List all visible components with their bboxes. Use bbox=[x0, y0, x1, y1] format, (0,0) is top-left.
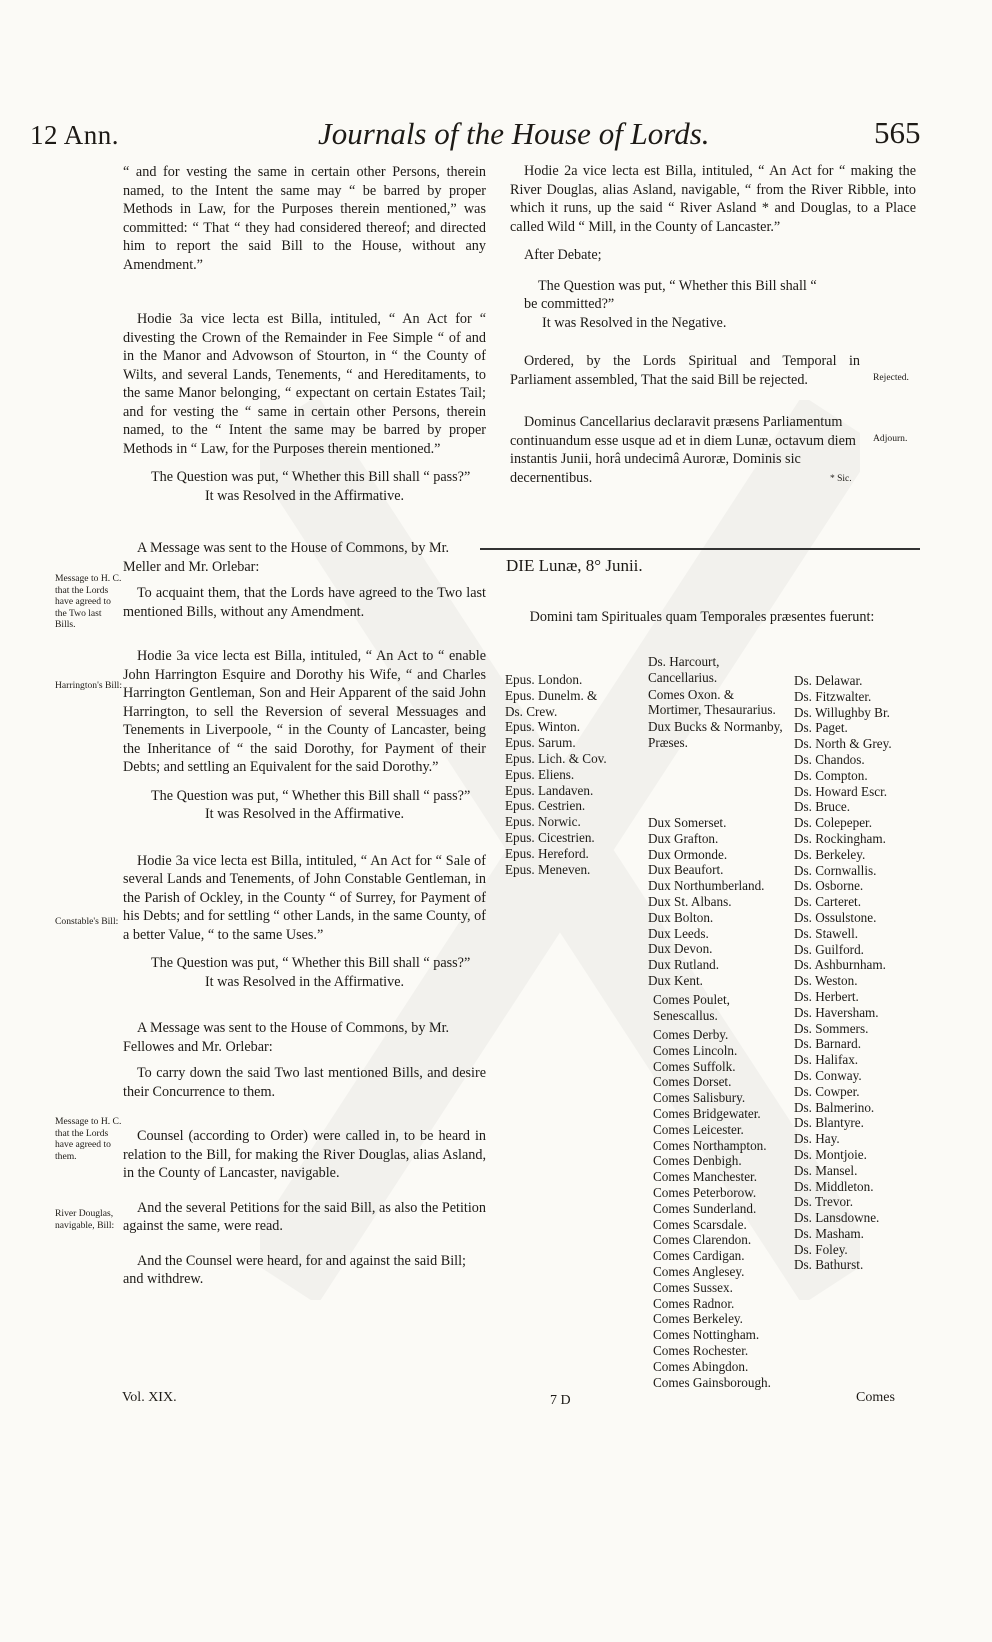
roll-entry-baron: Ds. Willughby Br. bbox=[794, 704, 890, 720]
roll-entry-baron: Ds. Guilford. bbox=[794, 941, 864, 957]
roll-entry-earl: Comes Dorset. bbox=[653, 1074, 732, 1090]
roll-entry-earl: Comes Northampton. bbox=[653, 1137, 767, 1153]
volume-mark: Vol. XIX. bbox=[122, 1390, 177, 1405]
margin-note: Message to H. C. that the Lords have agreed to the Two last Bills. bbox=[55, 573, 122, 630]
resolution: It was Resolved in the Negative. bbox=[542, 314, 727, 331]
steward: Comes Poulet, Senescallus. bbox=[653, 992, 730, 1023]
paragraph: “ and for vesting the same in certain other Persons, therein named, to the Intent the same may “ be barred by proper Methods in Law, for the Purposes therein mentioned,” was committed: “ That “ they had considered thereof; and directed him to report the said Bill to the House, without any Amendment.” bbox=[123, 164, 486, 273]
roll-entry-baron: Ds. Osborne. bbox=[794, 878, 864, 894]
roll-entry-earl: Comes Nottingham. bbox=[653, 1327, 760, 1343]
roll-entry-earl: Comes Radnor. bbox=[653, 1295, 735, 1311]
roll-entry-duke: Dux Devon. bbox=[648, 941, 713, 957]
roll-entry-baron: Ds. Montjoie. bbox=[794, 1146, 867, 1162]
regnal-year: 12 Ann. bbox=[30, 120, 120, 150]
roll-entry-baron: Ds. Foley. bbox=[794, 1241, 848, 1257]
roll-entry-duke: Dux Leeds. bbox=[648, 925, 709, 941]
roll-entry-earl: Comes Sussex. bbox=[653, 1279, 733, 1295]
roll-entry-earl: Comes Bridgewater. bbox=[653, 1105, 761, 1121]
roll-entry-duke: Dux Somerset. bbox=[648, 815, 727, 830]
question: The Question was put, “ Whether this Bill shall “ be committed?” bbox=[524, 277, 817, 312]
roll-entry-earl: Comes Gainsborough. bbox=[653, 1374, 771, 1390]
roll-entry-baron: Ds. Ossulstone. bbox=[794, 909, 877, 925]
roll-entry-earl: Comes Cardigan. bbox=[653, 1248, 745, 1264]
margin-note: Adjourn. bbox=[873, 433, 908, 444]
roll-entry-baron: Ds. Cowper. bbox=[794, 1083, 860, 1099]
roll-entry-baron: Ds. Weston. bbox=[794, 973, 858, 989]
signature-mark: 7 D bbox=[550, 1393, 571, 1408]
roll-entry-earl: Comes Rochester. bbox=[653, 1342, 749, 1358]
question: The Question was put, “ Whether this Bill shall “ pass?” bbox=[151, 787, 471, 804]
roll-entry-duke: Dux Grafton. bbox=[648, 830, 719, 846]
roll-entry-duke: Dux Northumberland. bbox=[648, 878, 765, 894]
roll-entry-baron: Ds. Stawell. bbox=[794, 925, 859, 941]
roll-entry-duke: Dux Beaufort. bbox=[648, 862, 724, 878]
roll-entry-duke: Dux Bolton. bbox=[648, 909, 714, 925]
roll-entry-baron: Ds. Trevor. bbox=[794, 1194, 853, 1210]
roll-entry-baron: Ds. Haversham. bbox=[794, 1004, 879, 1020]
roll-entry-bishop: Epus. Winton. bbox=[505, 719, 581, 735]
roll-entry-baron: Ds. Bathurst. bbox=[794, 1257, 864, 1273]
barons-list bbox=[794, 673, 892, 1273]
paragraph: A Message was sent to the House of Commons, by Mr. Fellowes and Mr. Orlebar: bbox=[123, 1020, 450, 1055]
paragraph: Hodie 3a vice lecta est Billa, intituled, “ An Act for “ divesting the Crown of the Remainder in Fee Simple “ of and in the Manor and Advowson of Stourton, in “ the County of Wilts, and several Lands, Tenements, “ and Hereditaments, to the same Manor belonging, “ expectant on certain Estates Tail; and for vesting the “ same in certain other Persons, therein named, to the “ Intent the same may be barred by proper Methods in “ Law, for the Purposes therein mentioned.” bbox=[123, 311, 486, 457]
present-heading: Domini tam Spirituales quam Temporales præsentes fuerunt: bbox=[529, 609, 875, 625]
question: The Question was put, “ Whether this Bill shall “ pass?” bbox=[151, 469, 471, 485]
roll-entry-baron: Ds. North & Grey. bbox=[794, 736, 892, 752]
roll-entry-earl: Comes Denbigh. bbox=[653, 1153, 742, 1169]
roll-entry-baron: Ds. Fitzwalter. bbox=[794, 688, 872, 704]
roll-entry-earl: Comes Manchester. bbox=[653, 1169, 758, 1185]
roll-entry-earl: Comes Clarendon. bbox=[653, 1232, 752, 1248]
roll-entry-duke: Dux St. Albans. bbox=[648, 893, 732, 909]
roll-entry-baron: Ds. Berkeley. bbox=[794, 846, 866, 862]
roll-entry-baron: Ds. Masham. bbox=[794, 1225, 864, 1241]
roll-entry-baron: Ds. Ashburnham. bbox=[794, 957, 886, 973]
paragraph: And the several Petitions for the said Bill, as also the Petition against the same, were read. bbox=[123, 1199, 486, 1234]
roll-entry-earl: Comes Scarsdale. bbox=[653, 1216, 747, 1232]
roll-entry-baron: Ds. Bruce. bbox=[794, 799, 851, 815]
bishops-list bbox=[505, 672, 607, 877]
roll-entry-earl: Comes Berkeley. bbox=[653, 1311, 743, 1327]
roll-entry-officer: Comes Oxon. & Mortimer, Thesaurarius. bbox=[648, 686, 776, 718]
roll-entry-earl: Comes Suffolk. bbox=[653, 1058, 736, 1074]
roll-entry-baron: Ds. Colepeper. bbox=[794, 815, 873, 831]
catchword: Comes bbox=[856, 1390, 895, 1405]
paragraph: To carry down the said Two last mentioned Bills, and desire their Concurrence to them. bbox=[123, 1065, 486, 1100]
roll-entry-duke: Dux Ormonde. bbox=[648, 846, 728, 862]
roll-entry-bishop: Ds. Crew. bbox=[505, 703, 558, 719]
roll-entry-earl: Comes Derby. bbox=[653, 1027, 729, 1042]
roll-entry-baron: Ds. Carteret. bbox=[794, 894, 862, 910]
roll-entry-earl: Comes Sunderland. bbox=[653, 1200, 757, 1216]
left-column bbox=[123, 163, 486, 1289]
paragraph: After Debate; bbox=[524, 247, 602, 263]
roll-entry-earl: Comes Leicester. bbox=[653, 1121, 744, 1137]
roll-entry-earl: Comes Anglesey. bbox=[653, 1263, 745, 1279]
resolution: It was Resolved in the Affirmative. bbox=[204, 973, 405, 990]
roll-entry-bishop: Epus. Eliens. bbox=[505, 766, 575, 782]
roll-entry-baron: Ds. Middleton. bbox=[794, 1178, 874, 1194]
roll-entry-bishop: Epus. Lich. & Cov. bbox=[505, 750, 607, 766]
margin-note: Rejected. bbox=[873, 372, 909, 383]
roll-entry-baron: Ds. Barnard. bbox=[794, 1036, 862, 1052]
paragraph: To acquaint them, that the Lords have agreed to the Two last mentioned Bills, without any Amendment. bbox=[123, 585, 486, 620]
margin-note: Harrington's Bill: bbox=[55, 680, 123, 691]
resolution: It was Resolved in the Affirmative. bbox=[204, 487, 405, 504]
paragraph: Ordered, by the Lords Spiritual and Temporal in Parliament assembled, That the said Bill be rejected. bbox=[510, 353, 860, 388]
roll-entry-baron: Ds. Cornwallis. bbox=[794, 862, 877, 878]
roll-entry-baron: Ds. Hay. bbox=[794, 1131, 840, 1147]
roll-entry-baron: Ds. Rockingham. bbox=[794, 830, 886, 846]
roll-entry-bishop: Epus. Hereford. bbox=[505, 845, 589, 861]
margin-note: River Douglas, navigable, Bill: bbox=[55, 1208, 115, 1231]
roll-entry-officer: Dux Bucks & Normanby, Præses. bbox=[648, 719, 783, 750]
margin-note: Message to H. C. that the Lords have agreed to them. bbox=[55, 1116, 122, 1162]
roll-entry-earl: Comes Salisbury. bbox=[653, 1090, 746, 1106]
paragraph: Dominus Cancellarius declaravit præsens Parliamentum continuandum esse usque ad et in diem Lunæ, octavum diem instantis Junii, horâ undecimâ Auroræ, Dominis sic decernentibus. bbox=[510, 414, 856, 486]
roll-entry-baron: Ds. Sommers. bbox=[794, 1020, 869, 1036]
paragraph: And the Counsel were heard, for and against the said Bill; and withdrew. bbox=[123, 1252, 466, 1287]
roll-entry-baron: Ds. Halifax. bbox=[794, 1052, 859, 1068]
roll-entry-baron: Ds. Conway. bbox=[794, 1067, 862, 1083]
roll-entry-bishop: Epus. Landaven. bbox=[505, 782, 594, 798]
roll-entry-duke: Dux Rutland. bbox=[648, 957, 720, 973]
right-column bbox=[510, 162, 916, 487]
roll-entry-baron: Ds. Chandos. bbox=[794, 751, 865, 767]
roll-entry-bishop: Epus. Norwic. bbox=[505, 814, 581, 830]
roll-entry-baron: Ds. Lansdowne. bbox=[794, 1210, 880, 1226]
roll-entry-bishop: Epus. Meneven. bbox=[505, 861, 591, 877]
roll-entry-officer: Ds. Harcourt, Cancellarius. bbox=[648, 654, 720, 685]
paragraph: A Message was sent to the House of Commons, by Mr. Meller and Mr. Orlebar: bbox=[123, 540, 450, 575]
officers-list bbox=[648, 654, 788, 752]
roll-entry-bishop: Epus. Cicestrien. bbox=[505, 829, 595, 845]
roll-entry-bishop: Epus. Cestrien. bbox=[505, 798, 586, 814]
roll-entry-baron: Ds. Balmerino. bbox=[794, 1099, 875, 1115]
question: The Question was put, “ Whether this Bill shall “ pass?” bbox=[151, 955, 471, 971]
roll-entry-baron: Ds. Paget. bbox=[794, 720, 848, 736]
roll-entry-earl: Comes Abingdon. bbox=[653, 1358, 749, 1374]
roll-entry-bishop: Epus. Sarum. bbox=[505, 735, 576, 751]
roll-entry-earl: Comes Peterborow. bbox=[653, 1184, 757, 1200]
roll-entry-baron: Ds. Herbert. bbox=[794, 988, 859, 1004]
dukes-list bbox=[648, 815, 764, 989]
roll-entry-bishop: Epus. London. bbox=[505, 672, 583, 687]
roll-entry-baron: Ds. Delawar. bbox=[794, 673, 863, 688]
roll-entry-baron: Ds. Compton. bbox=[794, 767, 868, 783]
roll-entry-earl: Comes Lincoln. bbox=[653, 1042, 738, 1058]
resolution: It was Resolved in the Affirmative. bbox=[204, 806, 405, 822]
day-heading: DIE Lunæ, 8° Junii. bbox=[506, 556, 643, 575]
paragraph: Hodie 3a vice lecta est Billa, intituled, “ An Act for “ Sale of several Lands and Tenements, of John Constable Gentleman, in the Parish of Ockley, in the County “ of Surrey, for Payment of his Debts; and for settling “ other Lands, in the same County, of a better Value, “ to the same Uses.” bbox=[123, 852, 486, 943]
section-rule bbox=[480, 548, 920, 550]
paragraph: Hodie 3a vice lecta est Billa, intituled, “ An Act to “ enable John Harrington Esquire and Dorothy his Wife, “ and Charles Harrington Gentleman, Son and Heir Apparent of the said John Harrington, to sell the Reversion of several Messuages and Tenements in Liverpoole, “ in the County of Lancaster, being the Inheritance of “ the said Dorothy, for Payment of their Debts; and settling an Equivalent for the said Dorothy.” bbox=[123, 648, 486, 775]
paragraph: Hodie 2a vice lecta est Billa, intituled, “ An Act for “ making the River Douglas, alias Asland, navigable, “ from the River Ribble, into which it runs, up the said “ River Asland * and Douglas, to a Place called Wild “ Mill, in the County of Lancaster.” bbox=[510, 163, 916, 235]
roll-entry-baron: Ds. Mansel. bbox=[794, 1162, 858, 1178]
roll-entry-duke: Dux Kent. bbox=[648, 972, 703, 988]
roll-entry-bishop: Epus. Dunelm. & bbox=[505, 687, 598, 703]
paragraph: Counsel (according to Order) were called in, to be heard in relation to the Bill, for making the River Douglas, alias Asland, in the County of Lancaster, navigable. bbox=[123, 1128, 486, 1181]
earls-list bbox=[653, 1027, 771, 1390]
footnote: * Sic. bbox=[830, 474, 852, 484]
roll-entry-baron: Ds. Blantyre. bbox=[794, 1115, 864, 1131]
margin-note: Constable's Bill: bbox=[55, 916, 119, 927]
roll-entry-baron: Ds. Howard Escr. bbox=[794, 783, 888, 799]
page-number: 565 bbox=[874, 115, 921, 150]
running-title: Journals of the House of Lords. bbox=[318, 116, 710, 151]
